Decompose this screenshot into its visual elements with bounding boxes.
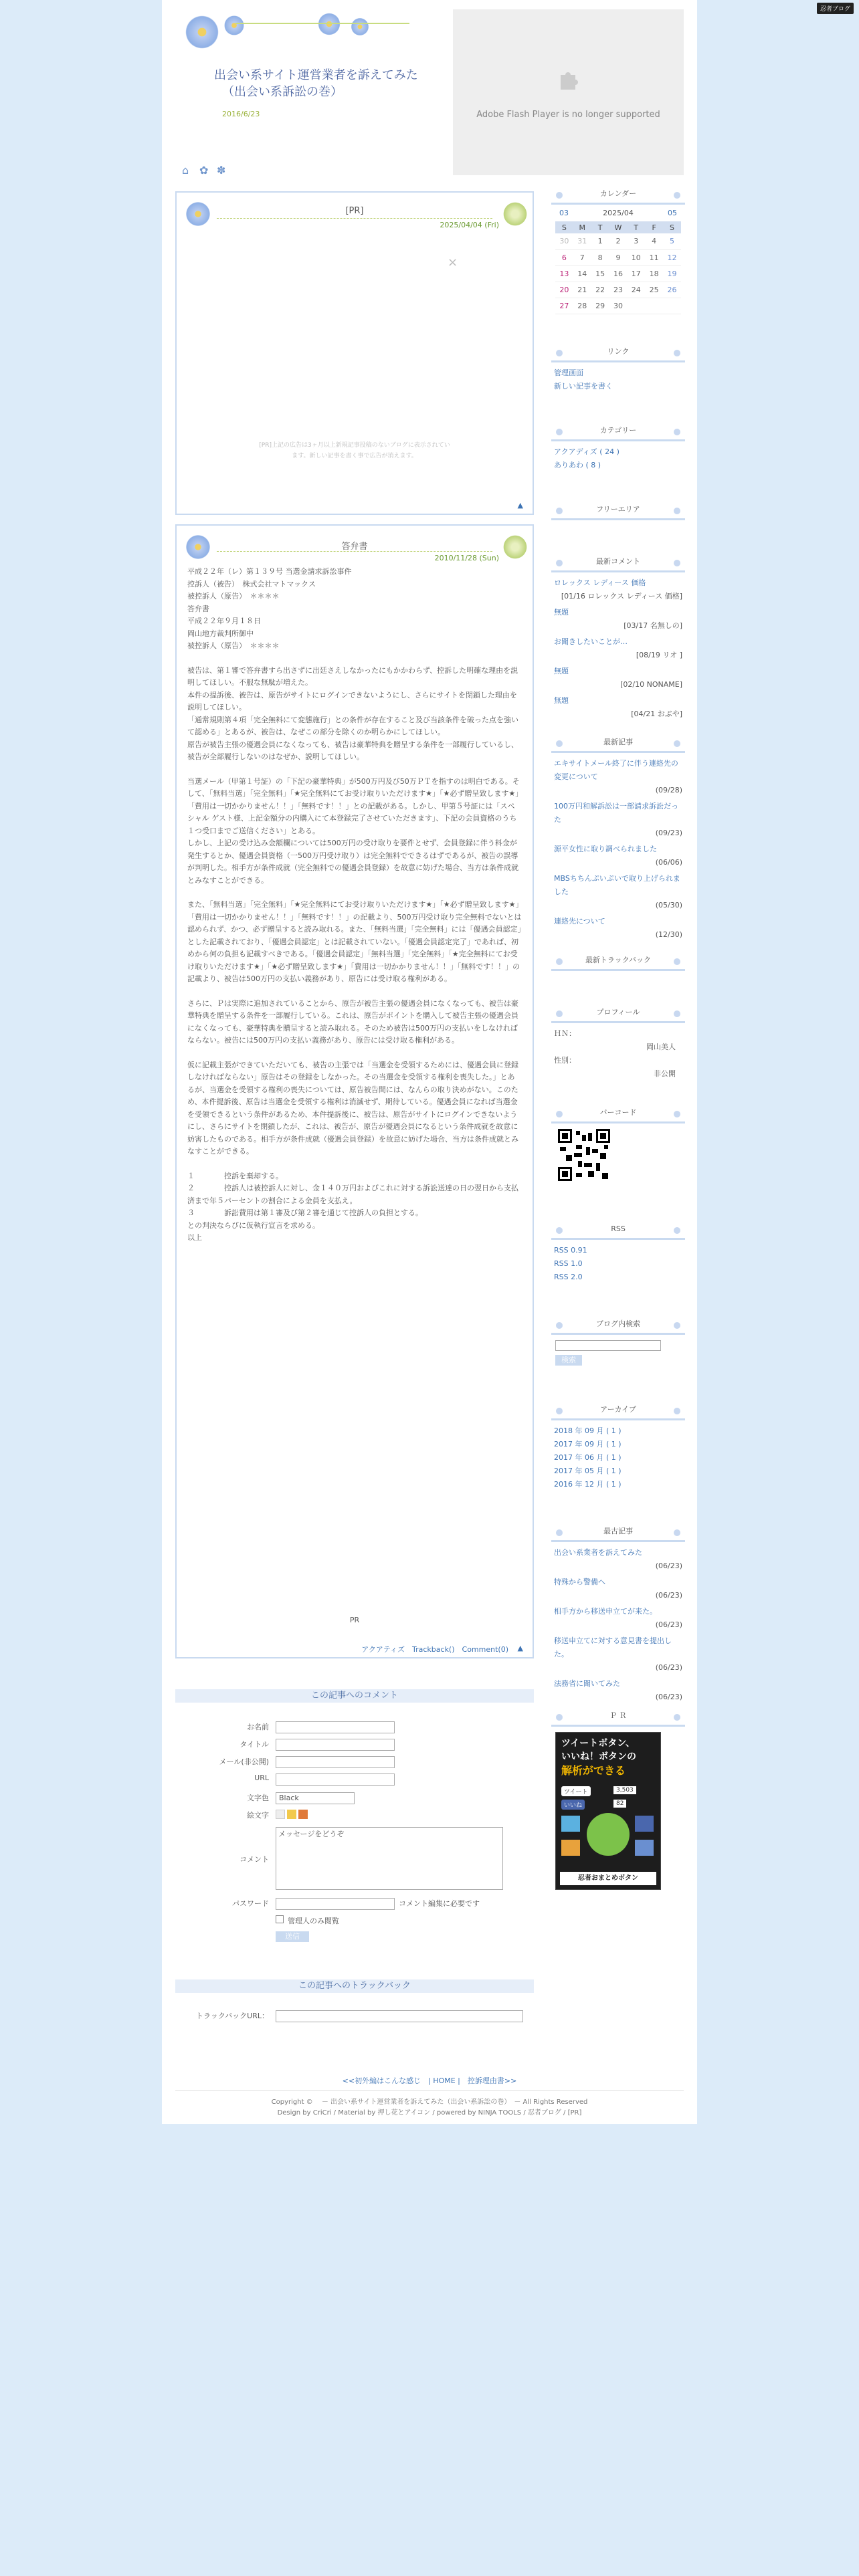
entry-paragraph: さらに、Ｐは実際に追加されていることから、原告が被告主張の優遇会員になくなっても、被告は豪華特典を贈呈する条件を一部履行している。これは、原告がポイントを購入して被告主張の優遇会員になくなっても、豪華特典を贈呈すると読み取れる。そのため被告は500万円の支払いをしなければならない。被告には500万円の支払い義務があり、原告には受け取る権利がある。 (187, 998, 518, 1045)
ninja-button-ad[interactable] (555, 1732, 661, 1890)
recent-entry-meta: (09/23) (655, 829, 682, 837)
category-item[interactable]: アクアディズ ( 24 ) (554, 447, 619, 456)
oldest-entry (554, 1605, 682, 1632)
rss-item[interactable]: RSS 1.0 (554, 1259, 583, 1268)
calendar-day: 27 (559, 301, 569, 310)
calendar-day: 24 (631, 285, 641, 294)
links-widget (551, 345, 685, 397)
facebook-icon (635, 1816, 654, 1832)
recent-comments-title: 最新コメント (551, 555, 685, 572)
archive-item[interactable]: 2016 年 12 月 ( 1 ) (554, 1480, 622, 1489)
bookmark-icon (635, 1840, 654, 1856)
recent-comment-link[interactable]: 無題 (554, 696, 569, 705)
emoji-icons[interactable] (276, 1810, 308, 1821)
trackback-url-input[interactable] (276, 2010, 523, 2022)
calendar-prev[interactable]: 03 (559, 209, 569, 217)
oldest-entry-meta: (06/23) (655, 1591, 682, 1600)
calendar-day: 6 (561, 253, 567, 262)
link-item[interactable]: 管理画面 (554, 368, 583, 377)
calendar-day-header: T (591, 221, 609, 233)
profile-hn: 岡山美人 (646, 1043, 676, 1051)
recent-entries-widget (551, 736, 685, 948)
archive-item[interactable]: 2017 年 06 月 ( 1 ) (554, 1453, 622, 1462)
password-note: コメント編集に必要です (399, 1899, 480, 1908)
entry-date: 2010/11/28 (Sun) (434, 554, 499, 562)
recent-comments-list (551, 572, 685, 728)
calendar-day (663, 298, 681, 314)
archive-list (551, 1420, 685, 1495)
recent-entries-list (551, 753, 685, 948)
pr-widget (551, 1709, 685, 1895)
oldest-entry (554, 1634, 682, 1675)
omatome-icon (587, 1813, 630, 1856)
profile-body (551, 1023, 685, 1085)
entry-paragraph: 被告は、第１審で答弁書すら出さずに出廷さえしなかったにもかかわらず、控訴した明確な理由を説明してほしい。不服な無駄が増えた。 本件の提訴後、被告は、原告がサイトにログインできないようにし、さらにサイトを閉鎖した理由を説明してほしい。 「通常規則第４項「完全無料にて変態施行」との条件が存在すること及び当該条件を破った点を強いて認める」とあるが、被告は、なぜこの部分を除くのか明らかにしてほしい。 原告が被告主張の優遇会員になくなっても、被告は豪華特典を贈呈する条件を一部履行しているし、被告が全部履行しないのはなぜか、説明してほしい。 (187, 665, 518, 761)
recent-entry (554, 915, 682, 942)
archive-item[interactable]: 2017 年 05 月 ( 1 ) (554, 1467, 622, 1475)
recent-entry-meta: (05/30) (655, 901, 682, 909)
vine-decoration (235, 23, 409, 24)
recent-entry-link[interactable]: 源平女性に取り調べられました (554, 845, 657, 853)
copyright: Copyright © － 出会い系サイト運営業者を訴えてみた（出会い系訴訟の巻） － All Rights Reserved (271, 2099, 588, 2106)
recent-entry-link[interactable]: 連絡先について (554, 917, 605, 926)
comment-form (175, 1689, 534, 1943)
recent-trackback-widget (551, 954, 685, 971)
recent-comment (554, 576, 682, 603)
calendar-day: 14 (577, 269, 587, 278)
trackback-form-title: この記事へのトラックバック (175, 1979, 534, 1993)
scroll-top-icon[interactable]: ▲ (517, 1644, 523, 1652)
color-select[interactable]: Black (276, 1792, 355, 1804)
search-input[interactable] (555, 1340, 661, 1351)
url-input[interactable] (276, 1774, 395, 1786)
blog-title-line2: （出会い系訴訟の巻） (222, 85, 343, 99)
header-icons (182, 164, 234, 176)
search-button[interactable]: 検索 (555, 1355, 582, 1366)
comment-textarea[interactable]: メッセージをどうぞ (276, 1827, 503, 1890)
puzzle-icon (557, 68, 579, 91)
url-label: URL (254, 1774, 269, 1782)
oldest-entry-link[interactable]: 出会い系業者を訴えてみた (554, 1548, 642, 1557)
social-icons (560, 1813, 658, 1869)
profile-sex-label: 性別： (554, 1056, 576, 1065)
calendar-day: 17 (631, 269, 641, 278)
main-entry (175, 524, 534, 1658)
flower-decoration (222, 13, 246, 37)
calendar-day: 28 (577, 301, 587, 310)
recent-comment-link[interactable]: 無題 (554, 608, 569, 617)
oldest-entry-link[interactable]: 特殊から警備へ (554, 1578, 605, 1586)
profile-title: プロフィール (551, 1006, 685, 1023)
calendar-day: 25 (649, 285, 659, 294)
recent-comment (554, 665, 682, 691)
entry-paragraph: 当選メール（甲第１号証）の「下記の豪華特典」が500万円及び50万ＰＴを指すのは明白である。そして、「無料当選」「完全無料」「★完全無料にてお受け取りいただけます★」「★必ず贈呈致します★」「費用は一切かかりません！！」「無料です！！」との記載がある。しかし、甲第５号証には「スペシャル ゲスト様、上記金額分の内購入にて本登録完了させていただきます」、下記の会員資格のうち１つ受口までご送信ください」とある。 しかし、上記の受け込み金額欄については500万円の受け取りを要件とせず、会員登録に伴う料金が発生するとか、優遇会員資格（一500万円受け取り）は完全無料でできるはずであるが、被告の誤導が判明した。相手方が条件成就（完全無料での優遇会員登録）を故意に妨げた場合、当方は条件成就とみなすことができる。 (187, 776, 520, 885)
calendar-day-header: S (555, 221, 573, 233)
submit-button[interactable]: 送信 (276, 1931, 309, 1942)
entry-header (177, 526, 533, 560)
links-list (551, 362, 685, 397)
pr-date: 2025/04/04 (Fri) (440, 221, 499, 229)
recent-entry (554, 843, 682, 869)
free-area-widget (551, 503, 685, 520)
profile-hn-label: ＨＮ： (554, 1029, 576, 1038)
calendar-day: 1 (597, 237, 603, 246)
mail-input[interactable] (276, 1756, 395, 1768)
color-label: 文字色 (247, 1794, 269, 1802)
recent-comment (554, 694, 682, 721)
settings-icon[interactable]: ✽ (217, 164, 226, 177)
name-label: お名前 (247, 1723, 269, 1731)
calendar-day: 11 (649, 253, 659, 262)
calendar-day: 21 (577, 285, 587, 294)
blog-title-line1: 出会い系サイト運営業者を訴えてみた (214, 68, 418, 82)
archive-item[interactable]: 2017 年 09 月 ( 1 ) (554, 1440, 622, 1448)
recent-comment-meta: [03/17 名無しの] (624, 621, 682, 630)
calendar-day: 26 (667, 285, 677, 294)
calendar-day-header: S (663, 221, 681, 233)
trackback-url-label: トラックバックURL： (196, 2012, 269, 2020)
calendar-table (555, 221, 681, 314)
mail-label: メール(非公開) (219, 1757, 269, 1766)
free-area-title: フリーエリア (551, 503, 685, 520)
calendar-day-header: M (573, 221, 591, 233)
calendar-month: 2025/04 (603, 209, 634, 217)
entry-pr[interactable]: PR (349, 1616, 360, 1624)
oldest-entry (554, 1677, 682, 1704)
calendar-day: 7 (579, 253, 585, 262)
oldest-entries-title: 最古記事 (551, 1525, 685, 1542)
archive-widget (551, 1403, 685, 1495)
oldest-entries-list (551, 1542, 685, 1711)
header-date: 2016/6/23 (222, 110, 260, 118)
title-label: タイトル (240, 1740, 269, 1749)
rss-title: RSS (551, 1222, 685, 1240)
name-input[interactable] (276, 1721, 395, 1733)
emoji-plain-icon[interactable] (276, 1810, 285, 1819)
entry-paragraph: また、「無料当選」「完全無料」「★完全無料にてお受け取りいただけます★」「★必ず贈呈致します★」「費用は一切かかりません！！」「無料です！！」の記載より、500万円受け取り完全無料でないとは認められず、かつ、必ず贈呈すると読み取れる。また、「無料当選」「完全無料」には「優遇会員認定」とした記載されており、「優遇会員認定」とは記載されていない。「優遇会員認定完了」であれば、初めから何の負担も記載すべきである。「優遇会員認定」「無料当選」「完全無料」「★完全無料にてお受け取りいただけます★」「★必ず贈呈致します★」「費用は一切かかりません！！」「無料です！！」の記載より、被告は500万円の支払い義務があり、原告には受け取る権利がある。 (187, 900, 522, 983)
category-item[interactable]: ありあわ ( 8 ) (554, 461, 601, 469)
footer-divider (175, 2090, 684, 2091)
recent-comment-link[interactable]: ロレックス レディース 価格 (554, 578, 646, 587)
flower-decoration (316, 11, 343, 37)
ad-text-2: いいね！ボタンの (561, 1751, 636, 1762)
search-title: ブログ内検索 (551, 1317, 685, 1335)
category-title: カテゴリー (551, 424, 685, 441)
rss-item[interactable]: RSS 0.91 (554, 1246, 587, 1255)
recent-comment (554, 635, 682, 662)
oldest-entry-link[interactable]: 移送申立てに対する意見書を提出した。 (554, 1636, 672, 1658)
recent-comment-meta: [08/19 リオ ] (636, 651, 682, 659)
calendar-day: 22 (595, 285, 605, 294)
calendar-day: 12 (667, 253, 677, 262)
recent-entry-meta: (12/30) (655, 930, 682, 939)
comment-label: コメント (240, 1855, 269, 1864)
recent-comment-meta: [01/16 ロレックス レディース 価格] (561, 592, 682, 601)
recent-comment-meta: [02/10 NONAME] (620, 680, 682, 689)
calendar-day (645, 298, 663, 314)
oldest-entry-meta: (06/23) (655, 1663, 682, 1672)
password-input[interactable] (276, 1898, 395, 1910)
entry-paragraph: 仮に記載主張ができていただいても、被告の主張では「当選金を受領するためには、優遇会員に登録しなければならない」原告はその登録をしなかった。その当選金を受領する権利を喪失した。」とあるが、当選金を受領する権利の喪失については、原告被告間には、なんらの取り決めがない。このため、本件提訴後、原告は当選金を受領する権利は消滅せず、期待している。優遇会員になれば当選金を受領できるという条件があるため、本件提訴後に、被告は、原告がサイトにログインできないようにし、さらにサイトを閉鎖したが、これは、被告が、原告が優遇会員になるという条件成就を故意に妨害したものである。相手方が条件成就（優遇会員登録）を故意に妨げた場合、当方は条件成就とみなすことができる。 (187, 1060, 518, 1156)
calendar-day-header: F (645, 221, 663, 233)
calendar-day: 23 (613, 285, 623, 294)
comment-form-title: この記事へのコメント (175, 1689, 534, 1703)
private-checkbox[interactable] (276, 1915, 284, 1923)
recent-entry (554, 757, 682, 797)
entry-title[interactable]: 答弁書 (341, 542, 368, 552)
ad-text-3: 解析ができる (561, 1764, 626, 1777)
recent-entries-title: 最新記事 (551, 736, 685, 753)
calendar-day: 20 (559, 285, 569, 294)
ad-text-1: ツイートボタン、 (561, 1738, 636, 1749)
recent-entry-link[interactable]: エキサイトメール終了に伴う連絡先の変更について (554, 759, 678, 781)
rss-item[interactable]: RSS 2.0 (554, 1273, 583, 1281)
entry-body (177, 560, 533, 1262)
profile-widget (551, 1006, 685, 1085)
barcode-widget (551, 1106, 685, 1188)
private-label: 管理人のみ閲覧 (288, 1917, 339, 1925)
home-icon[interactable]: ⌂ (182, 164, 189, 177)
star-icon[interactable]: ✿ (199, 164, 209, 177)
title-input[interactable] (276, 1739, 395, 1751)
calendar-widget (551, 187, 685, 318)
calendar-day: 29 (595, 301, 605, 310)
pr-entry-header (177, 193, 533, 227)
calendar-day: 31 (577, 237, 587, 246)
flower-decoration (182, 12, 222, 52)
recent-comment-meta: [04/21 おぶや] (631, 710, 682, 718)
emoji-heart-icon[interactable] (298, 1810, 308, 1819)
rss-widget (551, 1222, 685, 1288)
calendar-day: 18 (649, 269, 659, 278)
recent-entry (554, 800, 682, 840)
pager-nav[interactable]: <<初外編はこんな感じ | HOME | 控訴理由書>> (342, 2076, 517, 2085)
calendar-day: 9 (615, 253, 621, 262)
like-button: いいね (561, 1800, 585, 1810)
pr-entry (175, 191, 534, 515)
calendar-day: 19 (667, 269, 677, 278)
recent-comments-widget (551, 555, 685, 728)
calendar-day-header: W (609, 221, 628, 233)
hatena-icon (561, 1840, 580, 1856)
blog-title[interactable] (214, 67, 418, 100)
twitter-icon (561, 1816, 580, 1832)
calendar-day: 4 (652, 237, 657, 246)
link-item[interactable]: 新しい記事を書く (554, 382, 613, 391)
flash-message: Adobe Flash Player is no longer supported (476, 110, 660, 120)
pr-note: [PR]上記の広告は3ヶ月以上新規記事投稿のないブログに表示されています。新しい記事を書く事で広告が消えます。 (259, 442, 450, 459)
oldest-entry-meta: (06/23) (655, 1693, 682, 1701)
oldest-entry-link[interactable]: 法務省に聞いてみた (554, 1679, 620, 1688)
tweet-count: 3,503 (613, 1786, 636, 1794)
oldest-entry-link[interactable]: 相手方から移送申立てが来た。 (554, 1607, 657, 1616)
tweet-button: ツイート (561, 1786, 591, 1796)
header-line (217, 218, 492, 219)
recent-entry-link[interactable]: 100万円和解訴訟は一部請求訴訟だった (554, 802, 678, 824)
calendar-day: 30 (559, 237, 569, 246)
ninja-blog-badge[interactable]: 忍者ブログ (817, 3, 854, 14)
recent-entry-meta: (09/28) (655, 786, 682, 794)
ad-banner-text: 忍者おまとめボタン (560, 1872, 656, 1885)
calendar-day: 16 (613, 269, 623, 278)
oldest-entry-meta: (06/23) (655, 1620, 682, 1629)
rss-list (551, 1240, 685, 1288)
page (162, 0, 697, 2124)
calendar-day: 10 (631, 253, 641, 262)
oldest-entry-meta: (06/23) (655, 1562, 682, 1570)
scroll-top-icon[interactable]: ▲ (517, 501, 523, 510)
design-credit[interactable]: Design by CriCri / Material by 押し花とアイコン / powered by NINJA TOOLS / 忍者ブログ / [PR] (277, 2109, 582, 2117)
barcode-title: バーコード (551, 1106, 685, 1123)
close-icon[interactable]: × (448, 255, 458, 270)
calendar-title: カレンダー (551, 187, 685, 205)
calendar-nav (551, 205, 685, 217)
like-count: 82 (613, 1800, 626, 1808)
recent-comment (554, 606, 682, 633)
archive-item[interactable]: 2018 年 09 月 ( 1 ) (554, 1426, 622, 1435)
calendar-day: 13 (559, 269, 569, 278)
calendar-day: 30 (613, 301, 623, 310)
emoji-face-icon[interactable] (287, 1810, 296, 1819)
recent-entry (554, 872, 682, 912)
trackback-form (175, 1979, 534, 2020)
calendar-day: 3 (634, 237, 639, 246)
calendar-day: 15 (595, 269, 605, 278)
oldest-entries-widget (551, 1525, 685, 1711)
recent-entry-meta: (06/06) (655, 858, 682, 867)
archive-title: アーカイブ (551, 1403, 685, 1420)
oldest-entry (554, 1576, 682, 1602)
calendar-day-header: T (627, 221, 645, 233)
recent-comment-link[interactable]: お聞きしたいことが… (554, 637, 628, 646)
recent-entry-link[interactable]: MBSちちんぷいぷいで取り上げられました (554, 874, 680, 896)
calendar-day: 5 (670, 237, 675, 246)
search-widget (551, 1317, 685, 1370)
category-widget (551, 424, 685, 476)
entry-paragraph: １ 控訴を棄却する。 ２ 控訴人は被控訴人に対し、金１４０万円およびこれに対する訴訟送達の日の翌日から支払済まで年５パーセントの割合による金員を支払え。 ３ 訴訟費用は第１審及び第２審を通じて控訴人の負担とする。 との判決ならびに仮執行宣言を求める。 以上 (187, 1171, 518, 1242)
password-label: パスワード (232, 1899, 269, 1908)
calendar-day: 8 (597, 253, 603, 262)
entry-paragraph: 平成２２年（レ）第１３９号 当選金請求訴訟事件 控訴人（被告） 株式会社マトマックス 被控訴人（原告） ＊＊＊＊ 答弁書 平成２２年９月１８日 岡山地方裁判所御中 被控訴人（原告） ＊＊＊＊ (187, 567, 352, 650)
flash-placeholder (453, 9, 684, 175)
emoji-label: 絵文字 (247, 1811, 269, 1820)
links-title: リンク (551, 345, 685, 362)
pr-widget-title: Ｐ Ｒ (551, 1709, 685, 1727)
recent-trackback-title: 最新トラックバック (551, 954, 685, 971)
calendar-day (627, 298, 645, 314)
calendar-next[interactable]: 05 (667, 209, 677, 217)
flower-decoration (349, 16, 371, 37)
category-list (551, 441, 685, 476)
recent-comment-link[interactable]: 無題 (554, 667, 569, 675)
oldest-entry (554, 1546, 682, 1573)
entry-footer-links[interactable]: アクアティズ Trackback() Comment(0) (361, 1645, 508, 1654)
profile-sex: 非公開 (654, 1069, 676, 1078)
calendar-day: 2 (615, 237, 621, 246)
qr-code (558, 1129, 610, 1181)
pr-title: [PR] (345, 206, 364, 216)
